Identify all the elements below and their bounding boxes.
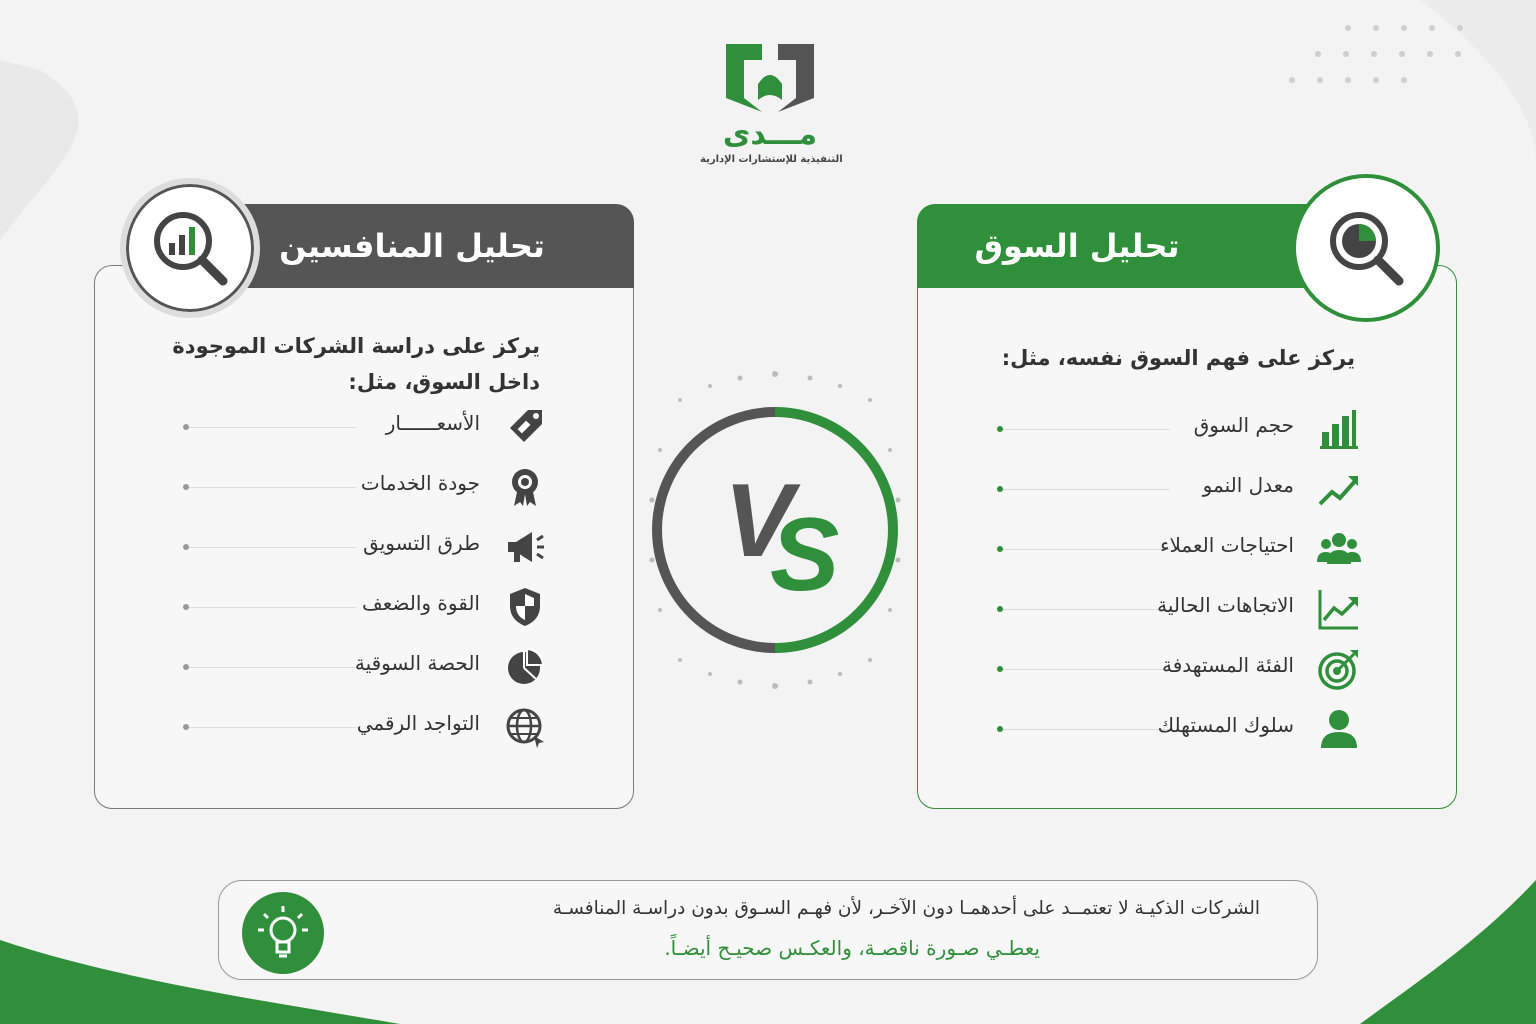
list-item-label: القوة والضعف [362,591,480,615]
bar-chart-icon [1316,406,1362,452]
list-item-label: طرق التسويق [363,531,480,555]
list-item-label: الاتجاهات الحالية [1157,593,1294,617]
list-item [186,394,556,454]
versus-graphic [640,360,910,700]
list-item-label: الحصة السوقية [354,651,480,675]
list-item [186,454,556,514]
users-group-icon [1316,526,1362,572]
brand-name: مـــدى [722,117,818,152]
price-tag-icon [502,404,548,450]
divider [186,667,356,668]
list-item [186,574,556,634]
competitor-analysis-list [186,394,556,754]
competitor-analysis-title: تحليل المنافسين [279,227,545,265]
divider [186,727,356,728]
market-analysis-header [917,204,1357,288]
list-item [1000,396,1370,456]
market-analysis-title: تحليل السوق [974,227,1180,265]
list-item [186,514,556,574]
logo-mark-icon [722,40,818,116]
competitor-analysis-intro: يركز على دراسة الشركات الموجودة داخل السوق، مثل: [172,334,540,394]
trend-line-icon [1316,586,1362,632]
vs-letter-v: V [724,463,794,579]
award-badge-icon [502,464,548,510]
magnifier-chart-icon [120,178,260,318]
list-item [1000,456,1370,516]
list-item-label: الأسعــــــار [385,411,480,435]
list-item [1000,636,1370,696]
list-item-label: سلوك المستهلك [1157,713,1294,737]
list-item-label: التواجد الرقمي [356,711,480,735]
footer-line-2: يعطـي صـورة ناقصـة، والعكـس صحيـح أيضـاً. [664,936,1040,960]
vs-letter-s: S [770,497,840,613]
user-icon [1316,706,1362,752]
growth-arrow-icon [1316,466,1362,512]
divider [186,427,356,428]
footer-line-1: الشركات الذكيـة لا تعتمــد على أحدهمـا دون الآخـر، لأن فهـم السـوق بدون دراسـة المنافسـة [552,898,1260,919]
pie-chart-icon [502,644,548,690]
lightbulb-icon [242,892,324,974]
list-item-label: جودة الخدمات [360,471,480,495]
dot-grid-decoration [1288,24,1488,94]
divider [186,607,356,608]
divider [1000,609,1170,610]
list-item-label: حجم السوق [1193,413,1294,437]
list-item [186,694,556,754]
globe-icon [502,704,548,750]
divider [1000,549,1170,550]
list-item [186,634,556,694]
megaphone-icon [502,524,548,570]
divider [1000,729,1170,730]
brand-tagline: التنفيذية للإستشارات الإدارية [700,154,843,165]
shield-icon [502,584,548,630]
divider [1000,669,1170,670]
divider [1000,489,1170,490]
target-icon [1316,646,1362,692]
list-item-label: الفئة المستهدفة [1162,653,1294,677]
list-item [1000,696,1370,756]
list-item-label: احتياجات العملاء [1160,533,1294,557]
list-item [1000,576,1370,636]
brand-logo [700,40,843,165]
divider [186,547,356,548]
list-item-label: معدل النمو [1202,473,1294,497]
list-item [1000,516,1370,576]
market-analysis-list [1000,396,1370,756]
market-analysis-intro: يركز على فهم السوق نفسه، مثل: [1001,346,1355,370]
divider [186,487,356,488]
magnifier-pie-icon [1296,178,1436,318]
footer-note-box [218,880,1318,980]
divider [1000,429,1170,430]
